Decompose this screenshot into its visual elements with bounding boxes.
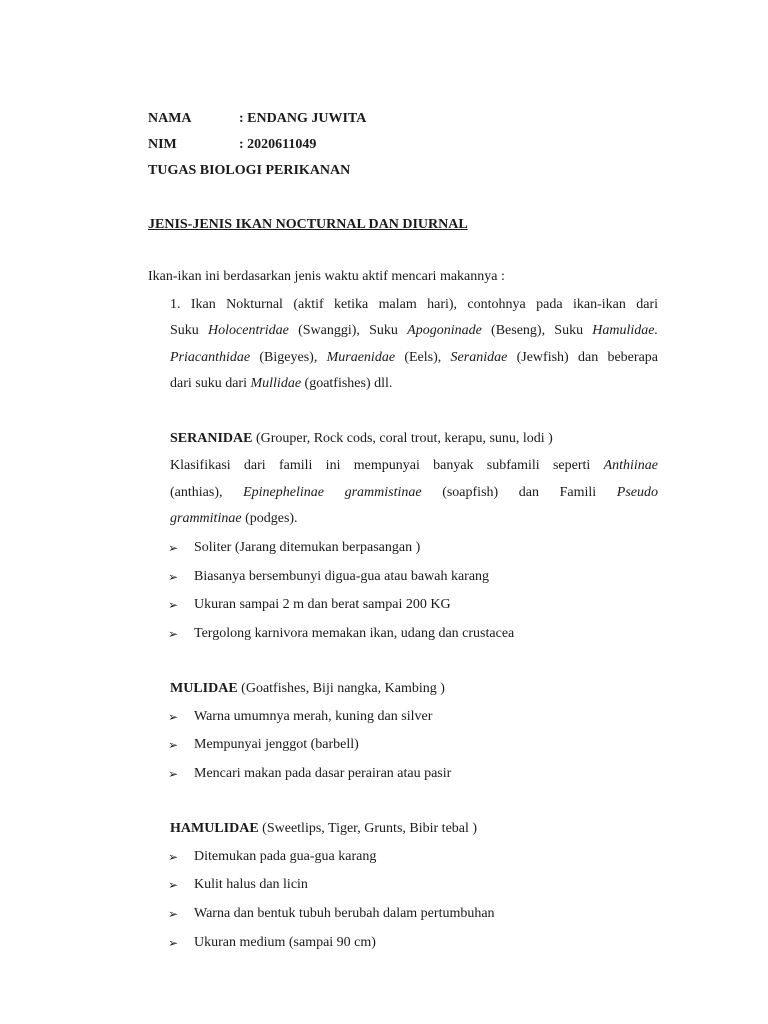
nim-label: NIM [148, 137, 177, 152]
mulidae-bullet: Warna umumnya merah, kuning dan silver [194, 709, 433, 724]
hamulidae-bullet: Kulit halus dan licin [194, 877, 308, 892]
arrow-bullet-icon: ➢ [168, 767, 179, 781]
arrow-bullet-icon: ➢ [168, 936, 179, 950]
item1-line2: Suku Holocentridae (Swanggi), Suku Apogoninade (Beseng), Suku Hamulidae. [170, 323, 658, 338]
hamulidae-bullet: Warna dan bentuk tubuh berubah dalam pertumbuhan [194, 906, 495, 921]
seranidae-bullet: Tergolong karnivora memakan ikan, udang dan crustacea [194, 626, 515, 641]
nama-label: NAMA [148, 111, 192, 126]
item1-line1: 1. Ikan Nokturnal (aktif ketika malam hari), contohnya pada ikan-ikan dari [170, 297, 658, 312]
arrow-bullet-icon: ➢ [168, 850, 179, 864]
arrow-bullet-icon: ➢ [168, 627, 179, 641]
nim-value: : 2020611049 [239, 137, 317, 152]
arrow-bullet-icon: ➢ [168, 570, 179, 584]
seranidae-bullet: Soliter (Jarang ditemukan berpasangan ) [194, 540, 421, 555]
seranidae-bullet: Ukuran sampai 2 m dan berat sampai 200 KG [194, 597, 451, 612]
mulidae-bullet: Mencari makan pada dasar perairan atau pasir [194, 766, 452, 781]
arrow-bullet-icon: ➢ [168, 907, 179, 921]
seranidae-bullet: Biasanya bersembunyi digua-gua atau bawah karang [194, 569, 490, 584]
arrow-bullet-icon: ➢ [168, 710, 179, 724]
hamulidae-bullet: Ditemukan pada gua-gua karang [194, 849, 377, 864]
hamulidae-bullet: Ukuran medium (sampai 90 cm) [194, 935, 376, 950]
seranidae-para-line3: grammitinae (podges). [170, 511, 298, 526]
mulidae-heading: MULIDAE (Goatfishes, Biji nangka, Kambing ) [170, 681, 445, 696]
nama-value: : ENDANG JUWITA [239, 111, 367, 126]
arrow-bullet-icon: ➢ [168, 738, 179, 752]
document-title: JENIS-JENIS IKAN NOCTURNAL DAN DIURNAL [148, 217, 468, 232]
seranidae-para-line2: (anthias), Epinephelinae grammistinae (soapfish) dan Famili Pseudo [170, 485, 658, 500]
hamulidae-heading: HAMULIDAE (Sweetlips, Tiger, Grunts, Bibir tebal ) [170, 821, 478, 836]
mulidae-bullet: Mempunyai jenggot (barbell) [194, 737, 359, 752]
seranidae-heading: SERANIDAE (Grouper, Rock cods, coral trout, kerapu, sunu, lodi ) [170, 431, 553, 446]
arrow-bullet-icon: ➢ [168, 541, 179, 555]
tugas-heading: TUGAS BIOLOGI PERIKANAN [148, 163, 351, 178]
item1-line3: Priacanthidae (Bigeyes), Muraenidae (Eels), Seranidae (Jewfish) dan beberapa [170, 350, 658, 365]
arrow-bullet-icon: ➢ [168, 878, 179, 892]
arrow-bullet-icon: ➢ [168, 598, 179, 612]
item1-line4: dari suku dari Mullidae (goatfishes) dll. [170, 376, 393, 391]
intro-paragraph: Ikan-ikan ini berdasarkan jenis waktu aktif mencari makannya : [148, 269, 505, 284]
seranidae-para-line1: Klasifikasi dari famili ini mempunyai banyak subfamili seperti Anthiinae [170, 458, 658, 473]
